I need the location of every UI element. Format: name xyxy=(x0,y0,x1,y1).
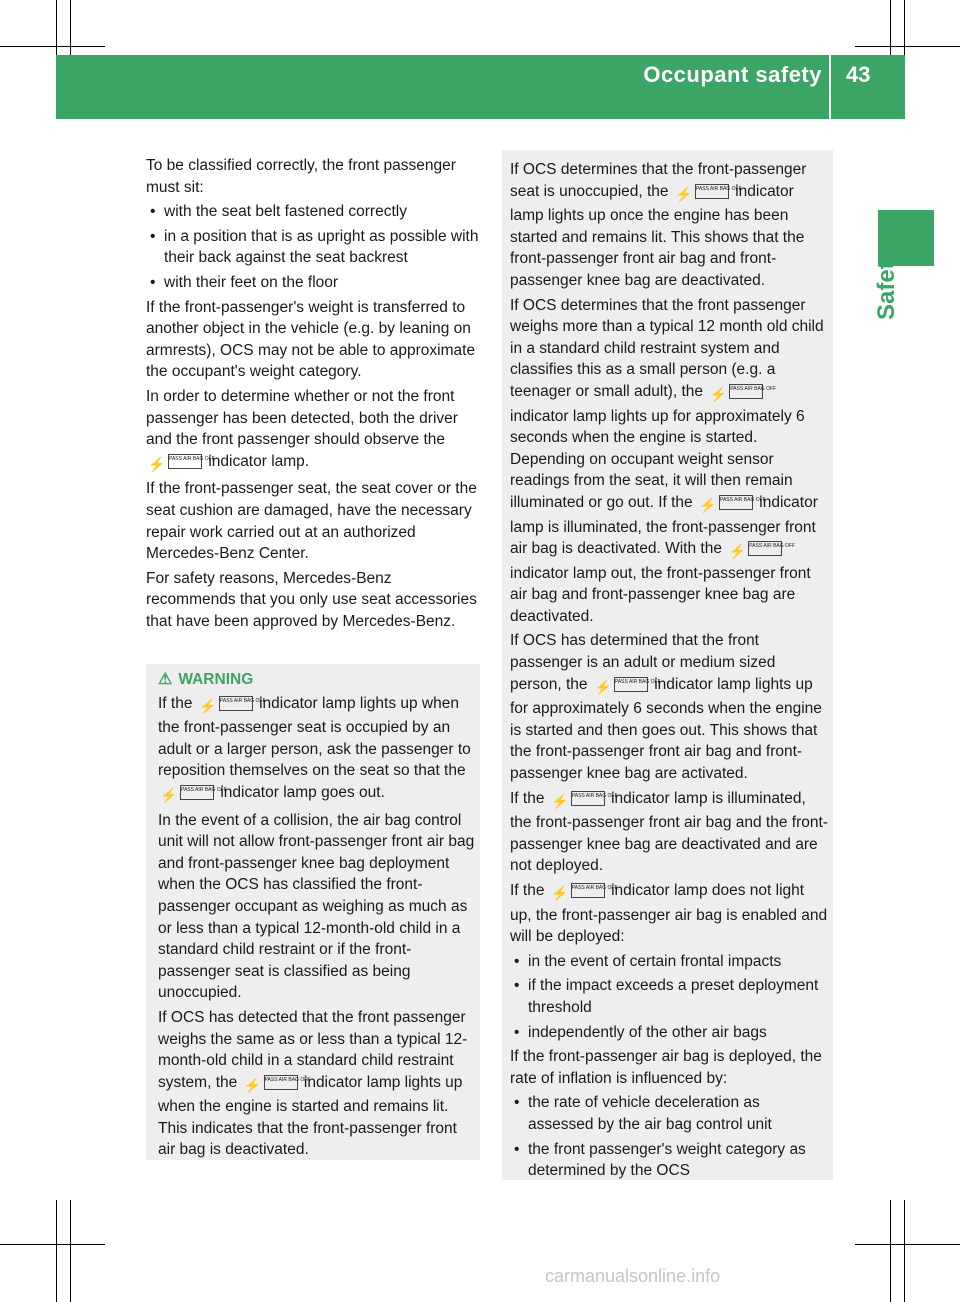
airbag-off-indicator-icon xyxy=(699,495,766,517)
text: indicator lamp. xyxy=(208,452,310,470)
list-item: • independently of the other air bags xyxy=(510,1022,828,1044)
airbag-off-indicator-icon xyxy=(551,791,618,813)
seat-occupant-icon: ⚡ xyxy=(675,185,693,202)
pass-airbag-off-badge: PASS AIR BAG OFF xyxy=(571,883,605,898)
section-tab-label: Safety xyxy=(873,247,900,320)
text: indicator lamp goes out. xyxy=(220,783,385,801)
seat-occupant-icon: ⚡ xyxy=(160,786,178,803)
crop-mark xyxy=(855,1244,960,1245)
paragraph: If the front-passenger air bag is deployed, the rate of inflation is influenced by: xyxy=(510,1048,822,1087)
bullet-list xyxy=(510,951,828,1043)
text: If OCS determines that the front passenger weighs more than a typical 12 month old child in a standard child restraint system and classifies this as a small person (e.g. a teenager or small adult), the xyxy=(510,296,824,400)
paragraph: For safety reasons, Mercedes-Benz recommends that you only use seat accessories that have been approved by Mercedes-Benz. xyxy=(146,569,477,630)
paragraph xyxy=(510,880,828,948)
text: If OCS determines that the front-passenger seat is unoccupied, the xyxy=(510,161,807,200)
text: If the xyxy=(510,789,545,807)
list-item: • with the seat belt fastened correctly xyxy=(146,201,482,223)
seat-occupant-icon: ⚡ xyxy=(594,678,612,695)
text: indicator lamp lights up when the engine is started and remains lit. This indicates that the front-passenger front air bag is deactivated. xyxy=(158,1073,463,1159)
paragraph: In the event of a collision, the air bag control unit will not allow front-passenger front air bag and front-passenger knee bag deployment when the OCS has classified the front-passenger occupant as weighing as much as or less than a typical 12-month-old child in a standard child restraint or if the front-passenger seat is classified as being unoccupied. xyxy=(158,811,475,1002)
text: indicator lamp lights up for approximately 6 seconds when the engine is started. Depending on occupant weight sensor readings from the seat, it will then remain illuminated or go out. If the xyxy=(510,407,805,511)
pass-airbag-off-badge: PASS AIR BAG OFF xyxy=(571,791,605,806)
text: If OCS has determined that the front passenger is an adult or medium sized person, the xyxy=(510,632,776,693)
airbag-off-indicator-icon xyxy=(728,541,796,563)
watermark: carmanualsonline.info xyxy=(545,1266,721,1286)
airbag-off-indicator-icon xyxy=(594,677,661,699)
seat-occupant-icon: ⚡ xyxy=(148,455,166,472)
crop-mark xyxy=(904,1200,905,1302)
text: indicator lamp lights up for approximately 6 seconds when the engine is started and then goes out. This shows that the front-passenger front air bag and front-passenger knee bag are activated. xyxy=(510,675,822,783)
paragraph xyxy=(146,386,482,475)
bullet-list xyxy=(146,201,482,293)
warning-heading-text: WARNING xyxy=(178,671,254,688)
crop-mark xyxy=(0,46,105,47)
seat-occupant-icon: ⚡ xyxy=(699,496,717,513)
text: indicator lamp is illuminated, the front-passenger front air bag is deactivated. With the xyxy=(510,493,818,558)
text: If the xyxy=(510,882,545,899)
text: In order to determine whether or not the front passenger has been detected, both the driver and the front passenger should observe the xyxy=(146,387,458,449)
paragraph xyxy=(510,788,828,877)
crop-mark xyxy=(70,1200,71,1302)
text: indicator lamp out, the front-passenger front air bag and front-passenger knee bag are deactivated. xyxy=(510,564,811,625)
right-column xyxy=(510,159,828,1185)
airbag-off-indicator-icon xyxy=(199,696,266,718)
header-divider xyxy=(829,55,831,119)
crop-mark xyxy=(855,46,960,47)
list-item: • in the event of certain frontal impacts xyxy=(510,951,828,973)
list-item: • the front passenger's weight category as determined by the OCS xyxy=(510,1139,828,1182)
pass-airbag-off-badge: PASS AIR BAG OFF xyxy=(748,541,782,556)
airbag-off-indicator-icon xyxy=(148,454,215,476)
seat-occupant-icon: ⚡ xyxy=(709,385,728,402)
warning-content xyxy=(158,669,476,1164)
text: indicator lamp lights up when the front-passenger seat is occupied by an adult or a larger person, ask the passenger to reposition themselves on the seat so that the xyxy=(158,694,471,780)
pass-airbag-off-badge: PASS AIR BAG OFF xyxy=(168,454,202,469)
pass-airbag-off-badge: PASS AIR BAG OFF xyxy=(719,495,753,510)
left-column xyxy=(146,155,482,635)
airbag-off-indicator-icon xyxy=(709,384,777,406)
list-item: • the rate of vehicle deceleration as assessed by the air bag control unit xyxy=(510,1092,828,1135)
page-number: 43 xyxy=(846,62,871,87)
seat-occupant-icon: ⚡ xyxy=(728,543,746,560)
paragraph: To be classified correctly, the front passenger must sit: xyxy=(146,157,456,196)
text: indicator lamp is illuminated, the front-passenger front air bag and the front-passenger knee bag are deactivated and are not deployed. xyxy=(510,789,828,875)
warning-triangle-icon: ⚠ xyxy=(158,671,173,688)
page-title: Occupant safety xyxy=(643,62,822,87)
bullet-list xyxy=(510,1092,828,1181)
pass-airbag-off-badge: PASS AIR BAG OFF xyxy=(614,677,648,692)
crop-mark xyxy=(56,1200,57,1302)
paragraph xyxy=(510,295,828,628)
paragraph xyxy=(158,693,476,807)
airbag-off-indicator-icon xyxy=(551,883,618,905)
seat-occupant-icon: ⚡ xyxy=(551,885,569,901)
text: indicator lamp does not light up, the front-passenger air bag is enabled and will be deployed: xyxy=(510,882,828,946)
seat-occupant-icon: ⚡ xyxy=(243,1076,262,1093)
text: If OCS has detected that the front passenger weighs the same as or less than a typical 12-month-old child in a standard child restraint system, the xyxy=(158,1008,468,1091)
text: indicator lamp lights up once the engine has been started and remains lit. This shows that the front-passenger front air bag and front-passenger knee bag are deactivated. xyxy=(510,182,805,289)
list-item: • if the impact exceeds a preset deployment threshold xyxy=(510,975,828,1018)
seat-occupant-icon: ⚡ xyxy=(551,792,569,809)
list-item: • with their feet on the floor xyxy=(146,272,482,294)
pass-airbag-off-badge: PASS AIR BAG OFF xyxy=(729,384,763,399)
paragraph: If the front-passenger's weight is transferred to another object in the vehicle (e.g. by leaning on armrests), OCS may not be able to approximate the occupant's weight category. xyxy=(146,298,476,381)
seat-occupant-icon: ⚡ xyxy=(199,697,217,714)
crop-mark xyxy=(890,1200,891,1302)
crop-mark xyxy=(0,1244,105,1245)
pass-airbag-off-badge: PASS AIR BAG OFF xyxy=(695,184,729,199)
text: If the xyxy=(158,694,193,712)
pass-airbag-off-badge: PASS AIR BAG OFF xyxy=(264,1075,298,1090)
pass-airbag-off-badge: PASS AIR BAG OFF xyxy=(219,696,253,711)
airbag-off-indicator-icon xyxy=(243,1075,311,1097)
paragraph xyxy=(510,630,828,784)
pass-airbag-off-badge: PASS AIR BAG OFF xyxy=(180,785,214,800)
paragraph xyxy=(158,1007,476,1161)
list-item: • in a position that is as upright as possible with their back against the seat backrest xyxy=(146,226,482,269)
paragraph xyxy=(510,159,828,292)
warning-heading xyxy=(158,669,476,691)
airbag-off-indicator-icon xyxy=(675,184,742,206)
airbag-off-indicator-icon xyxy=(160,785,227,807)
paragraph: If the front-passenger seat, the seat cover or the seat cushion are damaged, have the necessary repair work carried out at an authorized Mercedes-Benz Center. xyxy=(146,480,477,563)
